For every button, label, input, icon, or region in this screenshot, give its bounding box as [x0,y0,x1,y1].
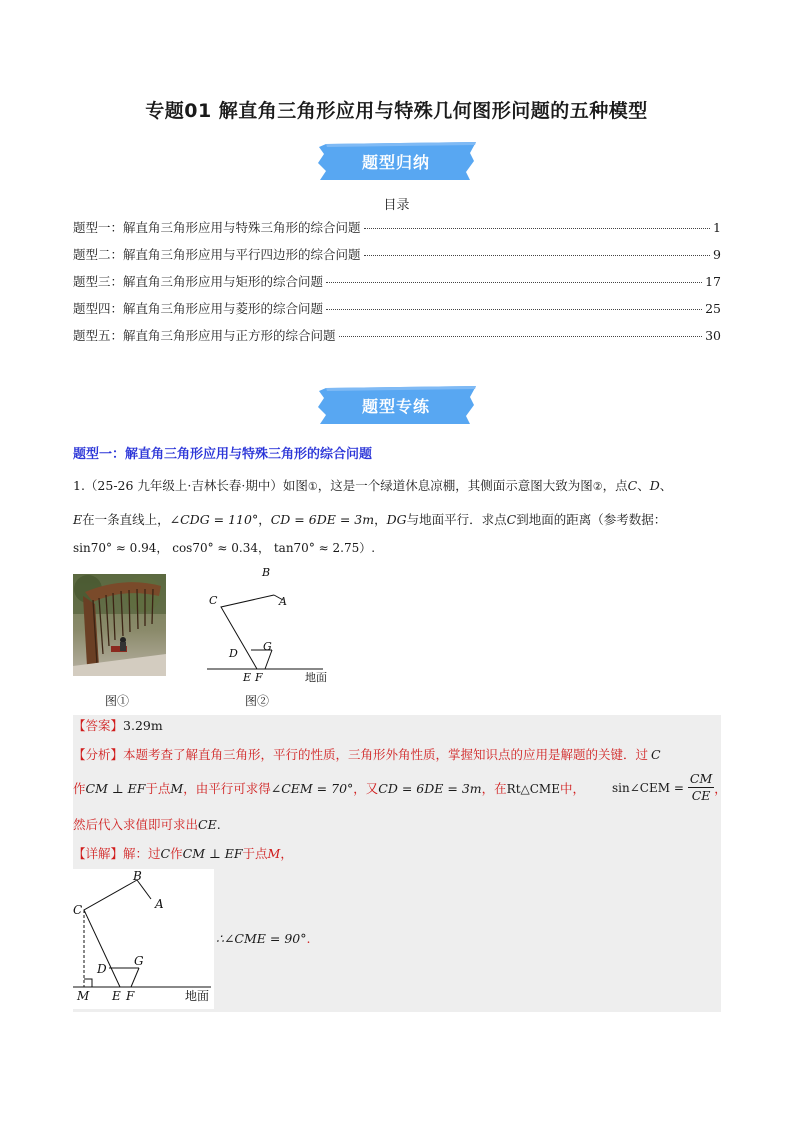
problem-line-1 [73,476,723,497]
perp-expr: CM ⊥ EF [182,846,243,861]
toc-leader-dots [364,255,711,256]
page-title: 专题01 解直角三角形应用与特殊几何图形问题的五种模型 [145,100,648,122]
banner-summary-label: 题型归纳 [361,152,430,172]
length-expr: CD = 6DE = 3m [378,781,482,796]
problem-text: 与地面平行．求点 [406,512,507,527]
segment-label: CE [198,817,217,832]
analysis-text: . [216,817,221,832]
detail-text: 作 [170,846,183,861]
toc-heading: 目录 [383,198,410,213]
detail-text: 于点 [242,846,268,861]
segment-label: DG [386,512,407,527]
toc-item-page: 9 [713,247,721,262]
separator: 、 [659,478,673,493]
label-ground: 地面 [185,989,210,1003]
detail-line-1 [73,844,723,864]
answer-value: 3.29m [123,718,163,733]
answer-tag: 【答案】 [73,718,124,733]
detail-text: ， [280,846,293,861]
toc-leader-dots [326,282,702,283]
problem-text: 到地面的距离（参考数据： [516,512,667,527]
toc-item-label: 题型一：解直角三角形应用与特殊三角形的综合问题 [73,220,361,235]
fraction-numerator: CM [689,771,713,786]
point-label: M [170,781,184,796]
label-d: D [229,647,238,660]
problem-text: 1.（25-26 九年级上·吉林长春·期中）如图 [73,478,308,493]
ref-cos: cos70° ≈ 0.34 [172,541,259,555]
condition-length: CD = 6DE = 3m [270,512,375,527]
problem-text: ）. [359,541,376,555]
point-label: D [649,478,660,493]
figure-2-caption: 图② [245,694,270,708]
label-m: M [77,989,90,1003]
ref-sin: sin70° ≈ 0.94 [73,541,157,555]
label-a: A [155,897,164,911]
solution-diagram [73,869,214,1009]
label-ground: 地面 [305,671,327,684]
toc-item-label: 题型三：解直角三角形应用与矩形的综合问题 [73,274,324,289]
detail-tag: 【详解】 [73,846,124,861]
label-d: D [97,962,107,976]
analysis-text: ，在 [481,781,507,796]
answer-line [73,716,723,736]
toc-item[interactable] [73,218,721,245]
point-label: C [160,846,171,861]
circled-number: ① [307,480,318,493]
point-label: C [627,478,638,493]
geometry-diagram [205,566,340,686]
analysis-text: 本题考查了解直角三角形，平行的性质，三角形外角性质，掌握知识点的应用是解题的关键．过 [123,747,649,762]
sin-fraction [612,771,727,804]
analysis-text: ，由平行可求得 [183,781,271,796]
fraction-denominator: CE [691,788,711,803]
point-label: E [73,512,83,527]
figure-1-caption: 图① [105,694,130,708]
toc-list [73,218,721,353]
toc-item-page: 1 [713,220,721,235]
toc-leader-dots [364,228,711,229]
label-e: E [243,671,252,684]
separator: ， [258,512,271,527]
pavilion-photo-image [73,574,166,676]
therefore-line [216,929,416,949]
therefore-expr: ∴∠CME = 90° [216,931,307,946]
label-c: C [209,594,218,607]
circled-number: ② [592,480,603,493]
label-g: G [263,640,272,653]
toc-item-page: 25 [705,301,721,316]
toc-item-page: 30 [705,328,721,343]
fraction [688,771,714,804]
label-f: F [255,671,263,684]
analysis-tag: 【分析】 [73,747,124,762]
label-b: B [262,566,271,579]
toc-item-label: 题型二：解直角三角形应用与平行四边形的综合问题 [73,247,361,262]
toc-item-page: 17 [705,274,721,289]
figure-1-photo [73,574,166,676]
point-label: C [651,747,661,762]
detail-text: 解：过 [123,846,161,861]
analysis-text: ，又 [353,781,379,796]
problem-text: 在一条直线上， [82,512,170,527]
toc-leader-dots [326,309,702,310]
problem-line-3: sin70° ≈ 0.94， cos70° ≈ 0.34， tan70° ≈ 2.75）. [73,541,376,555]
ref-tan: tan70° ≈ 2.75 [273,541,360,555]
condition-angle: ∠CDG = 110° [169,512,259,527]
label-b: B [133,869,142,883]
analysis-text: 中， [559,781,585,796]
analysis-text: 作 [73,781,86,796]
toc-item-label: 题型四：解直角三角形应用与菱形的综合问题 [73,301,324,316]
toc-item[interactable] [73,299,721,326]
analysis-text: ， [714,780,727,796]
analysis-line-1 [73,745,723,765]
banner-practice-label: 题型专练 [361,396,430,416]
toc-leader-dots [339,336,703,337]
separator: 、 [637,478,650,493]
point-label: C [506,512,517,527]
separator: ， [374,512,387,527]
toc-item[interactable] [73,272,721,299]
toc-item-label: 题型五：解直角三角形应用与正方形的综合问题 [73,328,336,343]
figure-2-diagram [205,566,340,686]
label-a: A [279,595,287,608]
point-label: M [267,846,281,861]
angle-expr: ∠CEM = 70° [270,781,354,796]
problem-text: ，这是一个绿道休息凉棚，其侧面示意图大致为图 [317,478,593,493]
label-c: C [73,903,83,917]
sin-expr: sin∠CEM = [612,780,684,795]
banner-practice [316,385,476,425]
therefore-end: . [306,931,311,946]
section-heading: 题型一：解直角三角形应用与特殊三角形的综合问题 [73,447,373,462]
label-e: E [112,989,121,1003]
problem-line-2 [73,510,723,530]
triangle-expr: Rt△CME [506,782,560,796]
solution-geometry [73,869,214,1009]
label-g: G [134,954,144,968]
analysis-text: 然后代入求值即可求出 [73,817,199,832]
perp-expr: CM ⊥ EF [85,781,146,796]
problem-text: ，点 [602,478,628,493]
banner-summary [316,141,476,181]
toc-item[interactable] [73,326,721,353]
toc-item[interactable] [73,245,721,272]
analysis-text: 于点 [145,781,171,796]
analysis-line-3 [73,815,723,835]
label-f: F [126,989,135,1003]
